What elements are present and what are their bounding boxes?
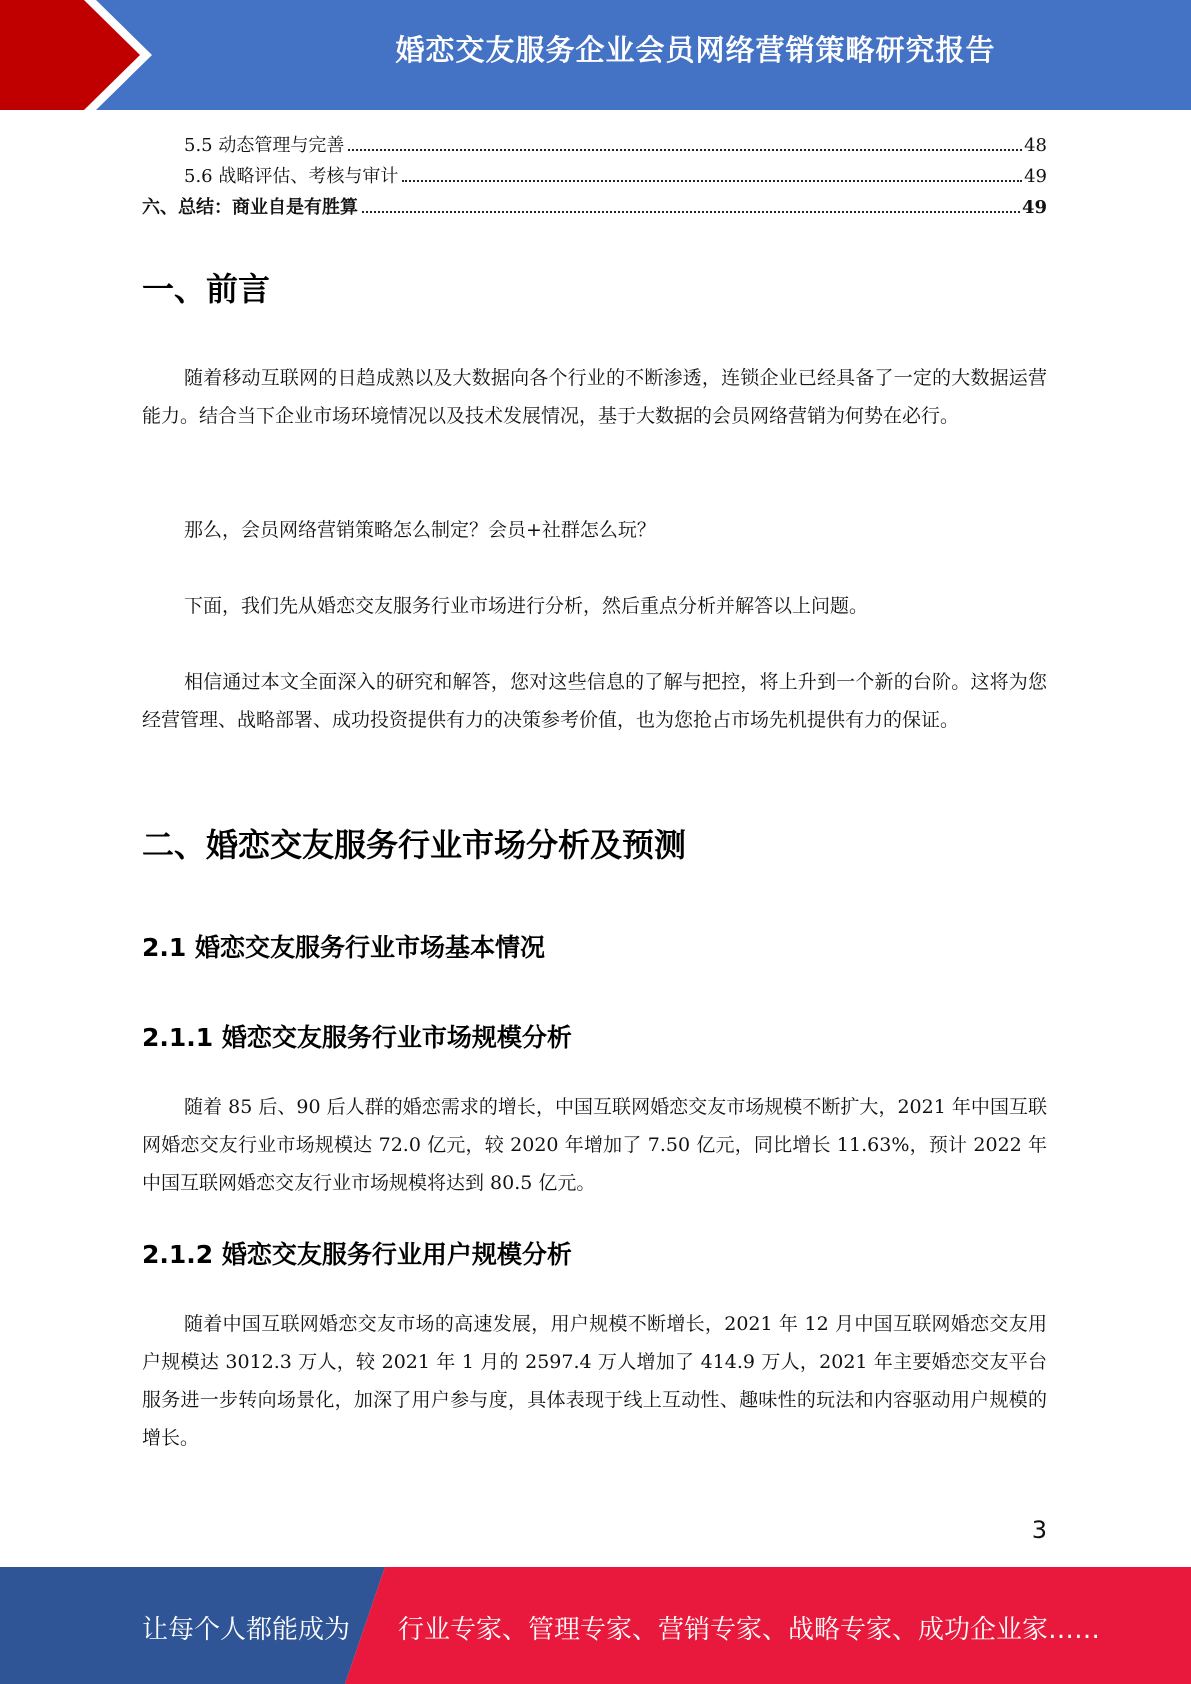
toc-entry-page: 49 xyxy=(1024,166,1047,187)
intro-paragraph-2: 那么，会员网络营销策略怎么制定？会员+社群怎么玩？ xyxy=(184,519,656,541)
footer-slogan-left: 让每个人都能成为 xyxy=(142,1615,351,1645)
page-header xyxy=(0,0,1191,110)
page-number: 3 xyxy=(1031,1516,1047,1544)
section-2-1-1-heading: 2.1.1 婚恋交友服务行业市场规模分析 xyxy=(142,1023,572,1052)
section-2-1-2-heading: 2.1.2 婚恋交友服务行业用户规模分析 xyxy=(142,1240,572,1269)
toc-entry-label: 5.6 战略评估、考核与审计 xyxy=(184,166,399,187)
section-2-heading: 二、婚恋交友服务行业市场分析及预测 xyxy=(142,826,687,864)
toc-entry[interactable] xyxy=(142,130,1047,161)
market-size-paragraph: 随着 85 后、90 后人群的婚恋需求的增长，中国互联网婚恋交友市场规模不断扩大，2021 年中国互联网婚恋交友行业市场规模达 72.0 亿元，较 2020 年增加了 7.50 亿元，同比增长 11.63%，预计 2022 年中国互联网婚恋交友行业市场规模将达到 80.5 亿元。 xyxy=(142,1096,1047,1194)
section-2-1-heading: 2.1 婚恋交友服务行业市场基本情况 xyxy=(142,933,545,962)
toc-dot-leader xyxy=(402,180,1022,182)
toc-entry-label: 5.5 动态管理与完善 xyxy=(184,135,345,156)
toc-entry[interactable] xyxy=(142,192,1047,223)
intro-paragraph-4: 相信通过本文全面深入的研究和解答，您对这些信息的了解与把控，将上升到一个新的台阶。这将为您经营管理、战略部署、成功投资提供有力的决策参考价值，也为您抢占市场先机提供有力的保证。 xyxy=(142,671,1047,731)
user-scale-paragraph: 随着中国互联网婚恋交友市场的高速发展，用户规模不断增长，2021 年 12 月中国互联网婚恋交友用户规模达 3012.3 万人，较 2021 年 1 月的 2597.4 万人增加了 414.9 万人，2021 年主要婚恋交友平台服务进一步转向场景化，加深了用户参与度，具体表现于线上互动性、趣味性的玩法和内容驱动用户规模的增长。 xyxy=(142,1313,1047,1449)
section-1-heading: 一、前言 xyxy=(142,270,271,308)
toc-dot-leader xyxy=(348,149,1022,151)
toc-entry-page: 49 xyxy=(1021,197,1047,218)
toc-entry[interactable] xyxy=(142,161,1047,192)
table-of-contents xyxy=(142,130,1047,223)
report-title: 婚恋交友服务企业会员网络营销策略研究报告 xyxy=(395,33,996,67)
toc-entry-page: 48 xyxy=(1024,135,1047,156)
intro-paragraph-3: 下面，我们先从婚恋交友服务行业市场进行分析，然后重点分析并解答以上问题。 xyxy=(184,595,869,617)
toc-dot-leader xyxy=(362,211,1020,213)
page-footer xyxy=(0,1567,1191,1684)
toc-entry-label: 六、总结：商业自是有胜算 xyxy=(142,197,358,218)
intro-paragraph-1: 随着移动互联网的日趋成熟以及大数据向各个行业的不断渗透，连锁企业已经具备了一定的大数据运营能力。结合当下企业市场环境情况以及技术发展情况，基于大数据的会员网络营销为何势在必行。 xyxy=(142,367,1047,427)
footer-slogan-right: 行业专家、管理专家、营销专家、战略专家、成功企业家…… xyxy=(398,1615,1101,1645)
